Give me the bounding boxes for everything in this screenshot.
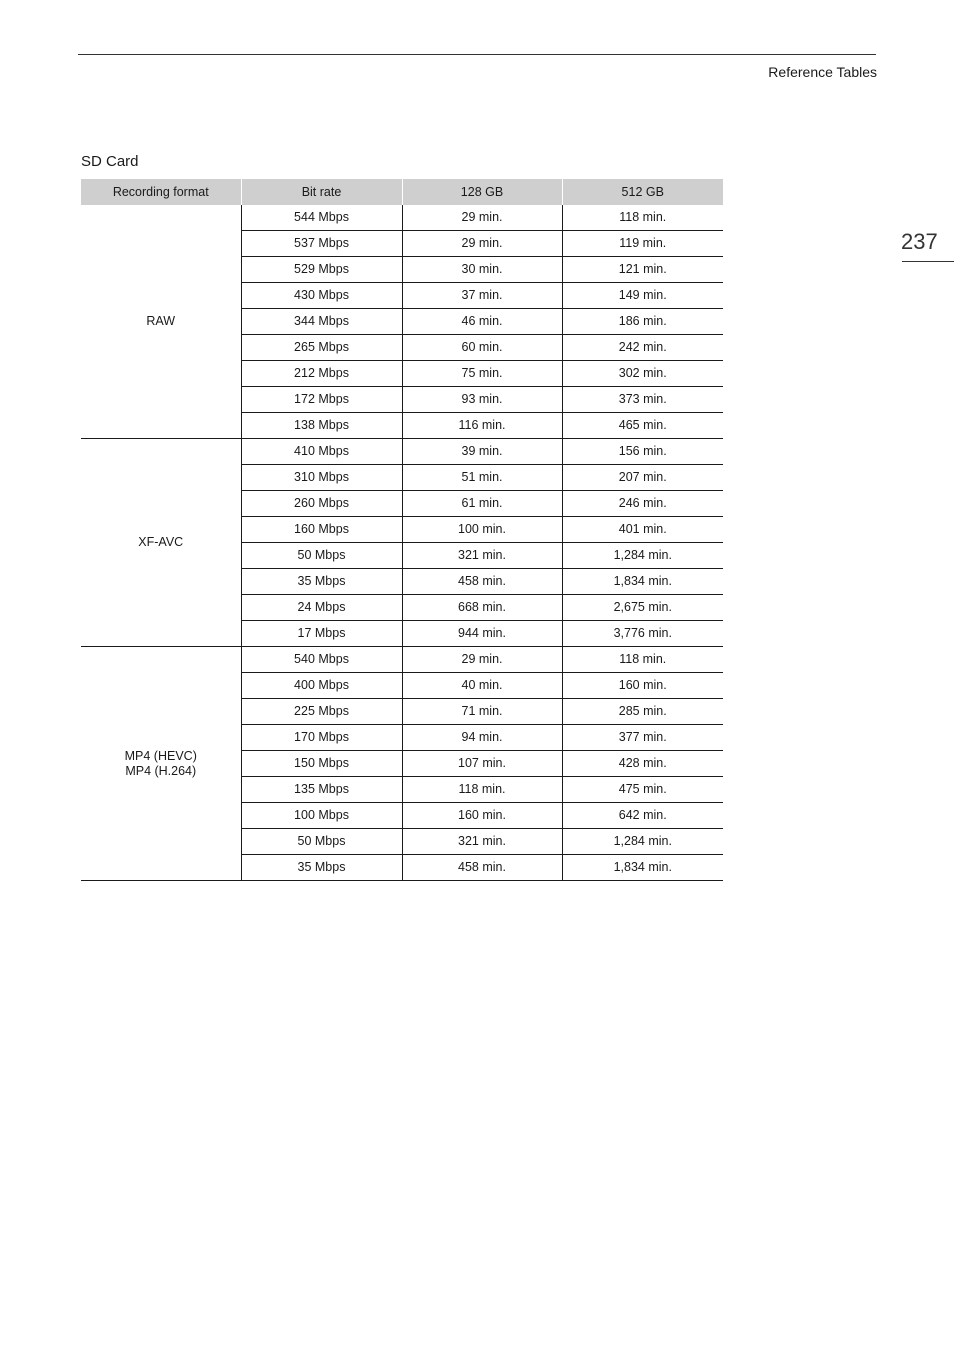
table-header-row xyxy=(81,179,723,205)
bit-rate-cell: 310 Mbps xyxy=(241,465,402,491)
running-header: Reference Tables xyxy=(768,64,877,80)
time-512gb-cell: 428 min. xyxy=(562,751,723,777)
header-recording-format: Recording format xyxy=(81,179,241,205)
recording-time-table xyxy=(81,179,723,881)
time-128gb-cell: 75 min. xyxy=(402,361,562,387)
bit-rate-cell: 24 Mbps xyxy=(241,595,402,621)
bit-rate-cell: 150 Mbps xyxy=(241,751,402,777)
time-512gb-cell: 373 min. xyxy=(562,387,723,413)
page-number-rule xyxy=(902,261,954,262)
time-512gb-cell: 1,834 min. xyxy=(562,855,723,881)
time-128gb-cell: 668 min. xyxy=(402,595,562,621)
time-512gb-cell: 149 min. xyxy=(562,283,723,309)
time-512gb-cell: 160 min. xyxy=(562,673,723,699)
time-512gb-cell: 401 min. xyxy=(562,517,723,543)
time-512gb-cell: 121 min. xyxy=(562,257,723,283)
time-512gb-cell: 302 min. xyxy=(562,361,723,387)
time-512gb-cell: 1,834 min. xyxy=(562,569,723,595)
time-128gb-cell: 29 min. xyxy=(402,231,562,257)
bit-rate-cell: 100 Mbps xyxy=(241,803,402,829)
bit-rate-cell: 400 Mbps xyxy=(241,673,402,699)
bit-rate-cell: 35 Mbps xyxy=(241,569,402,595)
time-128gb-cell: 107 min. xyxy=(402,751,562,777)
header-128gb: 128 GB xyxy=(402,179,562,205)
table-row xyxy=(81,647,723,673)
time-128gb-cell: 94 min. xyxy=(402,725,562,751)
bit-rate-cell: 540 Mbps xyxy=(241,647,402,673)
time-512gb-cell: 246 min. xyxy=(562,491,723,517)
recording-format-label: MP4 (H.264) xyxy=(125,763,197,778)
bit-rate-cell: 17 Mbps xyxy=(241,621,402,647)
time-512gb-cell: 186 min. xyxy=(562,309,723,335)
recording-format-cell xyxy=(81,439,241,647)
time-512gb-cell: 285 min. xyxy=(562,699,723,725)
time-128gb-cell: 37 min. xyxy=(402,283,562,309)
time-128gb-cell: 93 min. xyxy=(402,387,562,413)
time-512gb-cell: 156 min. xyxy=(562,439,723,465)
bit-rate-cell: 260 Mbps xyxy=(241,491,402,517)
time-128gb-cell: 458 min. xyxy=(402,569,562,595)
time-512gb-cell: 118 min. xyxy=(562,647,723,673)
recording-format-cell xyxy=(81,647,241,881)
header-rule xyxy=(78,54,876,55)
time-512gb-cell: 1,284 min. xyxy=(562,829,723,855)
time-512gb-cell: 118 min. xyxy=(562,205,723,231)
time-128gb-cell: 100 min. xyxy=(402,517,562,543)
time-128gb-cell: 39 min. xyxy=(402,439,562,465)
time-512gb-cell: 475 min. xyxy=(562,777,723,803)
time-512gb-cell: 3,776 min. xyxy=(562,621,723,647)
bit-rate-cell: 135 Mbps xyxy=(241,777,402,803)
time-512gb-cell: 2,675 min. xyxy=(562,595,723,621)
table-row xyxy=(81,439,723,465)
recording-format-label: RAW xyxy=(146,314,176,328)
bit-rate-cell: 160 Mbps xyxy=(241,517,402,543)
bit-rate-cell: 344 Mbps xyxy=(241,309,402,335)
section-title: SD Card xyxy=(81,153,139,170)
time-128gb-cell: 40 min. xyxy=(402,673,562,699)
time-128gb-cell: 46 min. xyxy=(402,309,562,335)
time-512gb-cell: 377 min. xyxy=(562,725,723,751)
recording-format-label: XF-AVC xyxy=(138,535,184,549)
header-512gb: 512 GB xyxy=(562,179,723,205)
time-512gb-cell: 1,284 min. xyxy=(562,543,723,569)
bit-rate-cell: 35 Mbps xyxy=(241,855,402,881)
bit-rate-cell: 170 Mbps xyxy=(241,725,402,751)
time-128gb-cell: 61 min. xyxy=(402,491,562,517)
time-128gb-cell: 118 min. xyxy=(402,777,562,803)
bit-rate-cell: 529 Mbps xyxy=(241,257,402,283)
time-128gb-cell: 29 min. xyxy=(402,647,562,673)
time-512gb-cell: 465 min. xyxy=(562,413,723,439)
time-128gb-cell: 321 min. xyxy=(402,829,562,855)
table-row xyxy=(81,205,723,231)
time-128gb-cell: 160 min. xyxy=(402,803,562,829)
time-128gb-cell: 321 min. xyxy=(402,543,562,569)
time-512gb-cell: 207 min. xyxy=(562,465,723,491)
time-128gb-cell: 71 min. xyxy=(402,699,562,725)
bit-rate-cell: 172 Mbps xyxy=(241,387,402,413)
time-128gb-cell: 51 min. xyxy=(402,465,562,491)
bit-rate-cell: 138 Mbps xyxy=(241,413,402,439)
time-128gb-cell: 30 min. xyxy=(402,257,562,283)
time-128gb-cell: 944 min. xyxy=(402,621,562,647)
bit-rate-cell: 50 Mbps xyxy=(241,829,402,855)
time-128gb-cell: 458 min. xyxy=(402,855,562,881)
time-512gb-cell: 242 min. xyxy=(562,335,723,361)
bit-rate-cell: 225 Mbps xyxy=(241,699,402,725)
time-128gb-cell: 29 min. xyxy=(402,205,562,231)
time-128gb-cell: 116 min. xyxy=(402,413,562,439)
time-128gb-cell: 60 min. xyxy=(402,335,562,361)
page-number: 237 xyxy=(901,229,938,254)
bit-rate-cell: 410 Mbps xyxy=(241,439,402,465)
recording-format-cell xyxy=(81,205,241,439)
time-512gb-cell: 119 min. xyxy=(562,231,723,257)
time-512gb-cell: 642 min. xyxy=(562,803,723,829)
header-bit-rate: Bit rate xyxy=(241,179,402,205)
bit-rate-cell: 265 Mbps xyxy=(241,335,402,361)
bit-rate-cell: 50 Mbps xyxy=(241,543,402,569)
recording-format-label: MP4 (HEVC) xyxy=(124,748,197,763)
bit-rate-cell: 537 Mbps xyxy=(241,231,402,257)
bit-rate-cell: 212 Mbps xyxy=(241,361,402,387)
table-body xyxy=(81,205,723,881)
bit-rate-cell: 544 Mbps xyxy=(241,205,402,231)
bit-rate-cell: 430 Mbps xyxy=(241,283,402,309)
